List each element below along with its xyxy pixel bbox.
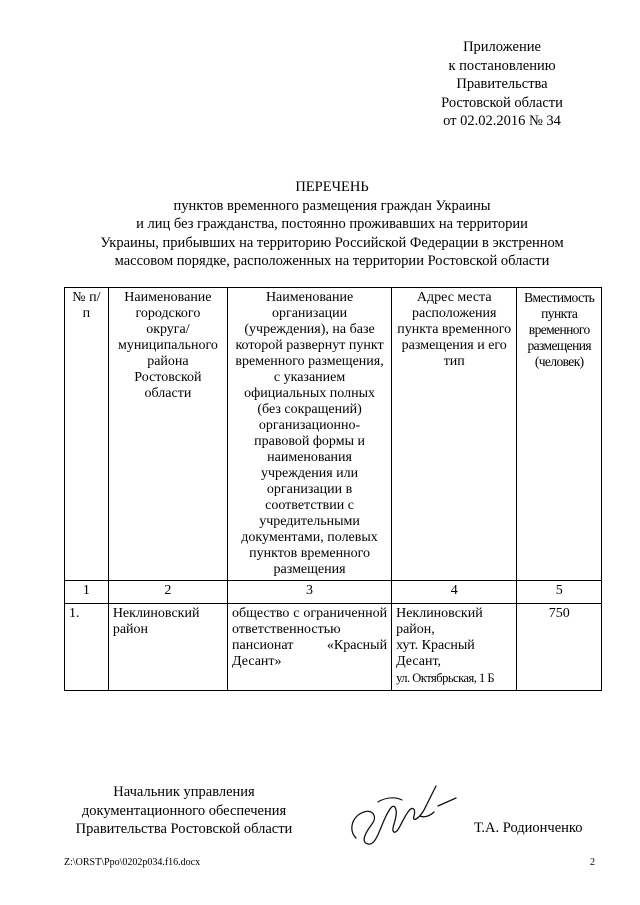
position-line: Правительства Ростовской области bbox=[75, 821, 293, 837]
address-line: Неклиновский район, bbox=[396, 606, 483, 637]
column-number-row bbox=[65, 581, 602, 604]
appendix-line: Правительства bbox=[456, 76, 548, 92]
shelters-table bbox=[64, 287, 602, 691]
column-number: 3 bbox=[228, 581, 392, 604]
cell-organization: общество с ограниченной ответственностью пансионат «Красный Десант» bbox=[228, 604, 392, 691]
cell-district: Неклиновский район bbox=[108, 604, 227, 691]
header-capacity: Вместимость пункта временного размещения (человек) bbox=[517, 288, 602, 581]
title-line: Украины, прибывших на территорию Российской Федерации в экстренном bbox=[100, 234, 564, 251]
file-path: Z:\ORST\Ppo\0202p034.f16.docx bbox=[64, 857, 201, 868]
title-line: и лиц без гражданства, постоянно проживавших на территории bbox=[136, 216, 528, 232]
title-line: массовом порядке, расположенных на территории Ростовской области bbox=[114, 253, 550, 269]
title-heading: ПЕРЕЧЕНЬ bbox=[295, 179, 369, 195]
column-number: 2 bbox=[108, 581, 227, 604]
appendix-line: от 02.02.2016 № 34 bbox=[443, 113, 561, 129]
appendix-stamp bbox=[418, 38, 586, 131]
page-number: 2 bbox=[590, 857, 595, 868]
handwritten-signature bbox=[338, 772, 478, 852]
column-number: 4 bbox=[392, 581, 517, 604]
document-title bbox=[40, 178, 624, 271]
table-row bbox=[65, 604, 602, 691]
position-line: документационного обеспечения bbox=[81, 802, 287, 819]
title-line: пунктов временного размещения граждан Украины bbox=[173, 197, 491, 214]
appendix-line: Ростовской области bbox=[441, 94, 563, 111]
table-header-row bbox=[65, 288, 602, 581]
column-number: 1 bbox=[65, 581, 109, 604]
cell-number: 1. bbox=[65, 604, 109, 691]
header-number: № п/п bbox=[65, 288, 109, 581]
appendix-line: Приложение bbox=[463, 39, 541, 55]
cell-capacity: 750 bbox=[517, 604, 602, 691]
header-district: Наименование городского округа/ муниципального района Ростовской области bbox=[108, 288, 227, 581]
column-number: 5 bbox=[517, 581, 602, 604]
position-line: Начальник управления bbox=[113, 784, 255, 800]
header-organization: Наименование организации (учреждения), на базе которой развернут пункт временного размещения, с указанием официальных полных (без сокращений) организационно-правовой формы и наименования учреждения или организации в соответствии с учредительными документами, полевых пунктов временного размещения bbox=[228, 288, 392, 581]
signatory-position bbox=[64, 783, 304, 839]
address-street: ул. Октябрьская, 1 Б bbox=[396, 671, 495, 685]
appendix-line: к постановлению bbox=[448, 57, 556, 74]
header-address: Адрес места расположения пункта временного размещения и его тип bbox=[392, 288, 517, 581]
signatory-name: Т.А. Родионченко bbox=[474, 820, 583, 836]
address-line: хут. Красный Десант, bbox=[396, 638, 475, 669]
cell-address bbox=[392, 604, 517, 691]
